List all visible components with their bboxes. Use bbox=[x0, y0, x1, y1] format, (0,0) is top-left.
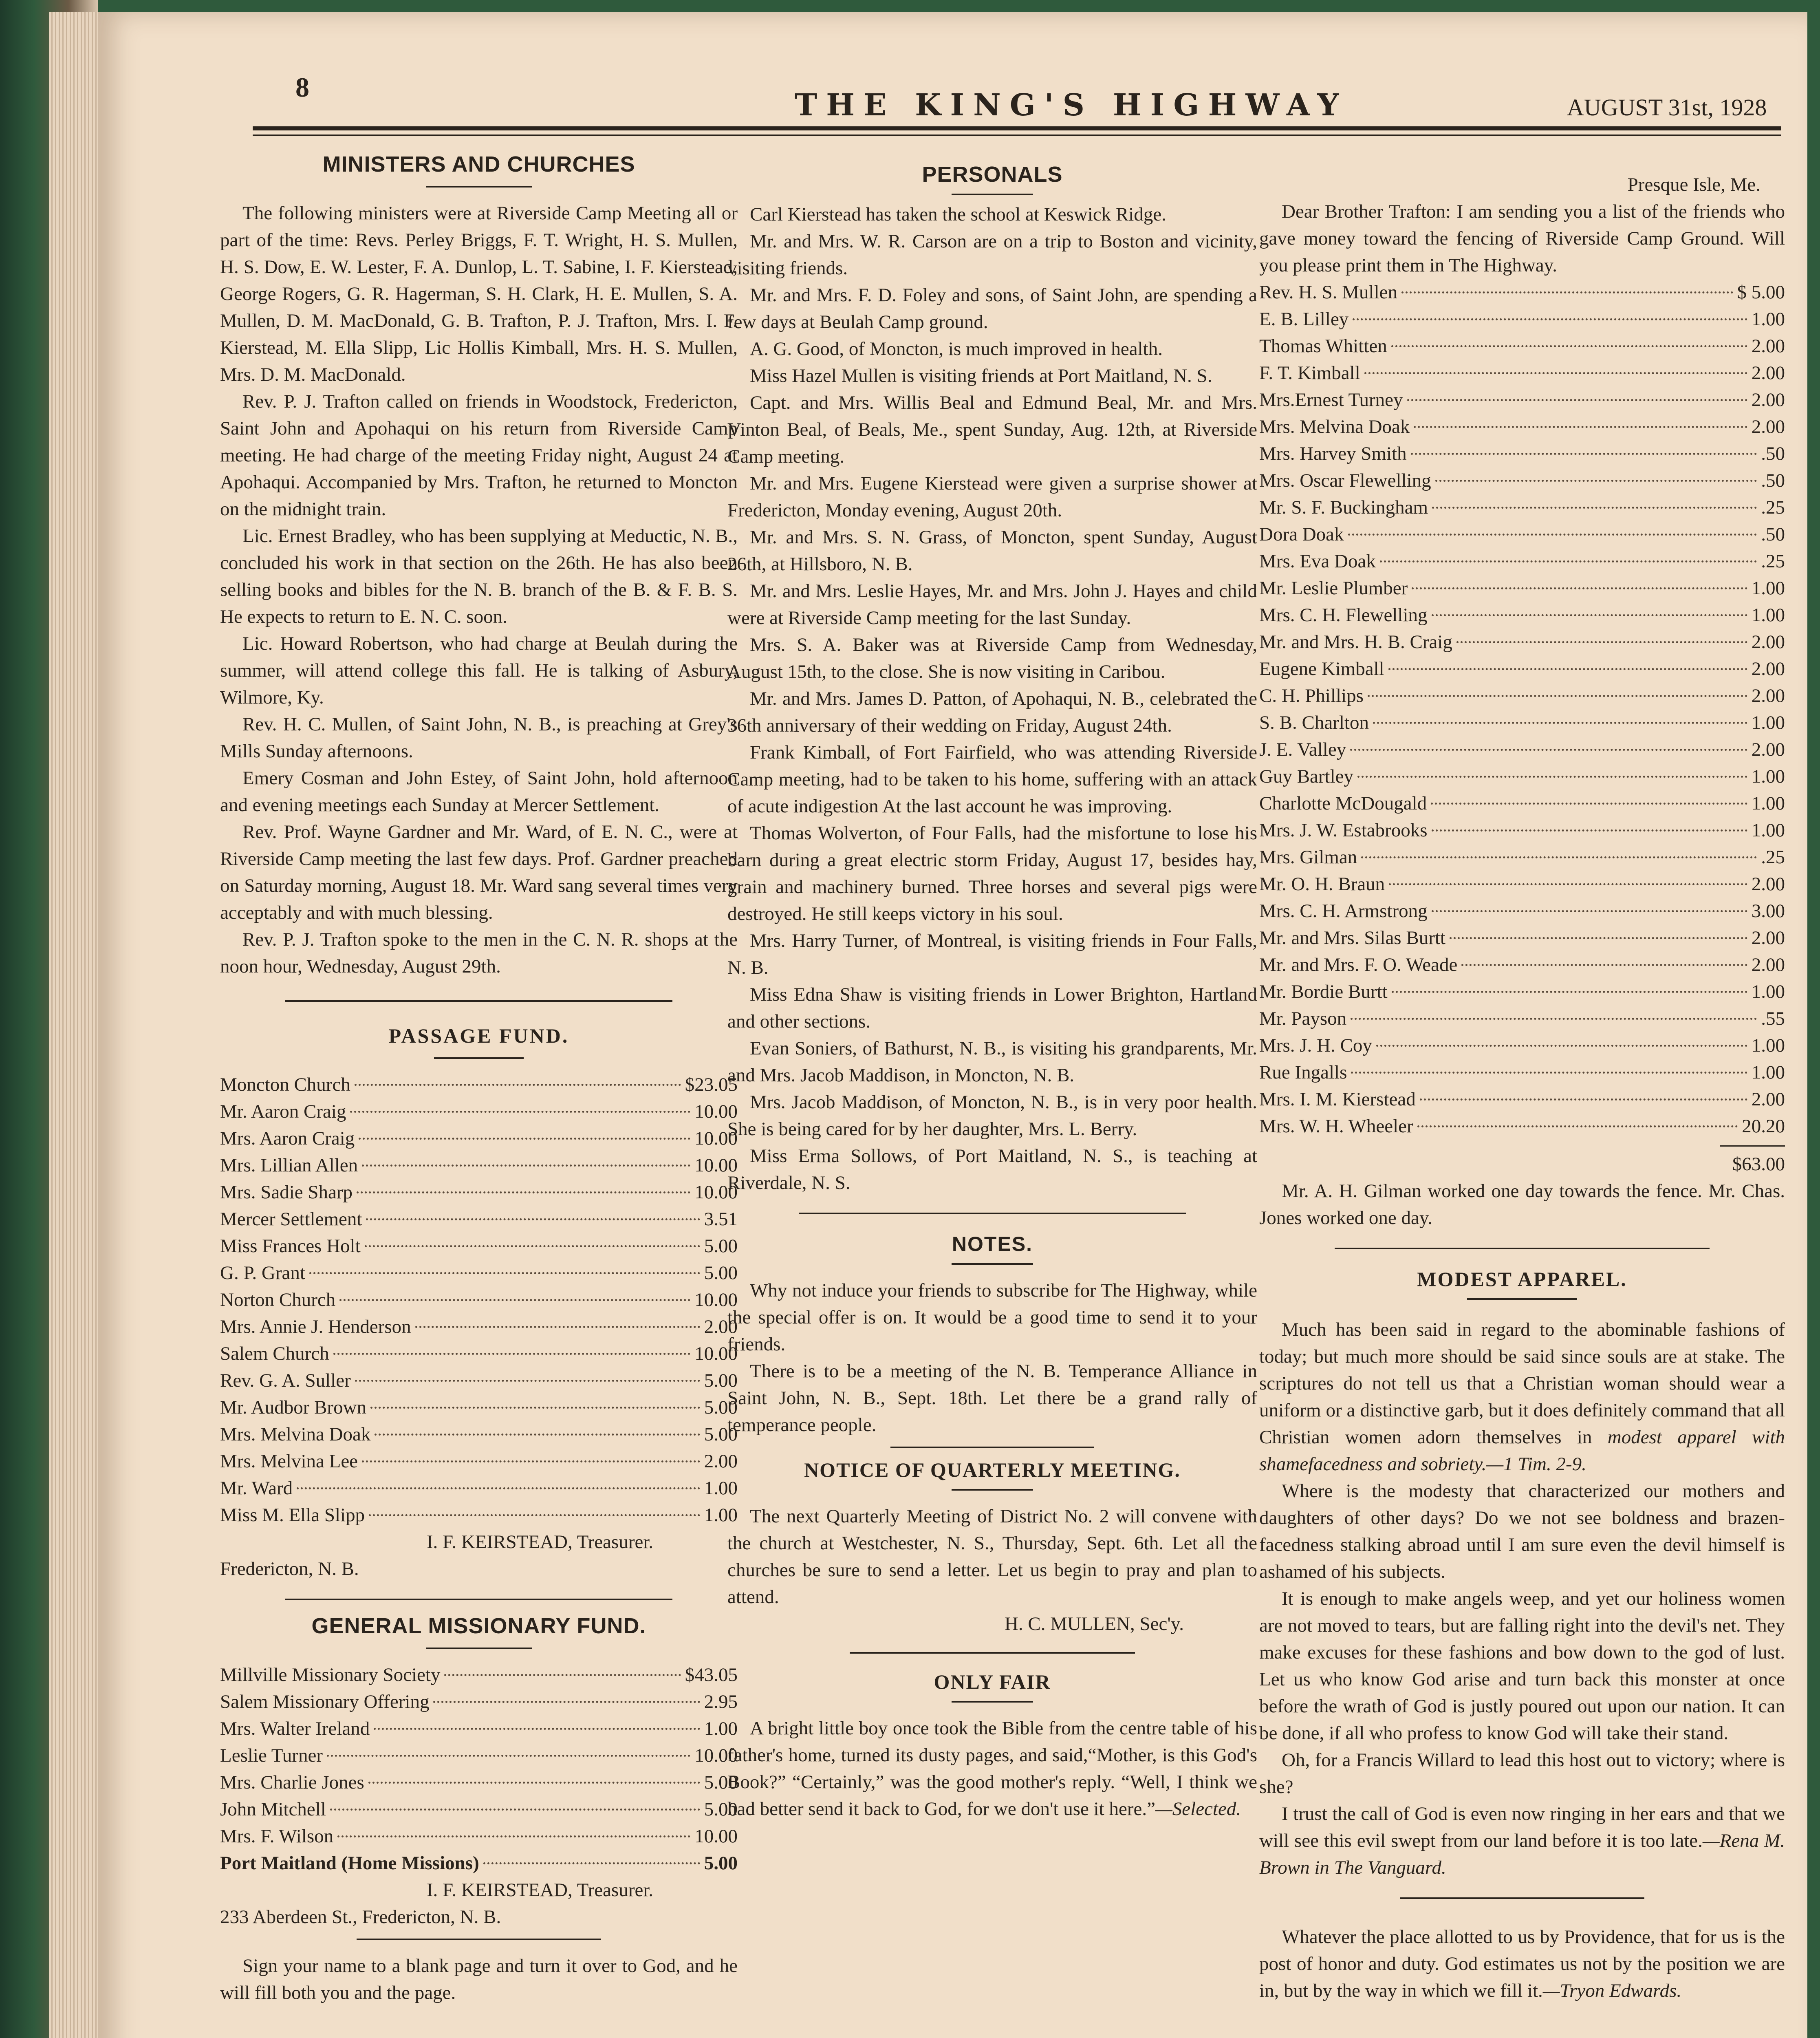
paragraph: Evan Soniers, of Bathurst, N. B., is visiting his grandparents, Mr. and Mrs. Jacob Maddison, in Moncton, N. B. bbox=[727, 1038, 1257, 1086]
paragraph: Mrs. Harry Turner, of Montreal, is visiting friends in Four Falls, N. B. bbox=[727, 930, 1257, 978]
header-rule bbox=[253, 126, 1781, 130]
paragraph: Lic. Ernest Bradley, who has been supplying at Meductic, N. B., concluded his work in that section on the 26th. He has also been selling books and bibles for the N. B. branch of the B. & F. B. S. He expects to return to E. N. C. soon. bbox=[220, 525, 738, 627]
paragraph: Mr. and Mrs. Eugene Kierstead were given a surprise shower at Fredericton, Monday evening, August 20th. bbox=[727, 473, 1257, 521]
divider bbox=[850, 1652, 1135, 1654]
list-item: Mr. and Mrs. F. O. Weade 2.00 bbox=[1259, 954, 1785, 975]
fence-list bbox=[1259, 279, 1785, 1140]
paragraph: Rev. Prof. Wayne Gardner and Mr. Ward, of E. N. C., were at Riverside Camp meeting the last few days. Prof. Gardner preached on Saturday morning, August 18. Mr. Ward sang several times very acceptably and with much blessing. bbox=[220, 821, 738, 923]
list-item: Mrs. J. H. Coy 1.00 bbox=[1259, 1035, 1785, 1056]
list-item: Guy Bartley 1.00 bbox=[1259, 766, 1785, 787]
list-item: Mrs. Melvina Doak 5.00 bbox=[220, 1424, 738, 1445]
notes-title: NOTES. bbox=[952, 1233, 1033, 1255]
list-item: Miss M. Ella Slipp 1.00 bbox=[220, 1504, 738, 1526]
list-item: C. H. Phillips 2.00 bbox=[1259, 685, 1785, 706]
list-item: John Mitchell 5.00 bbox=[220, 1799, 738, 1820]
paragraph: It is enough to make angels weep, and yet our holiness women are not moved to tears, but are falling right into the devil's net. They make excuses for these fashions and bow down to the god of lust. Let us who know God arise and turn back this monster at once before the wrath of God is justly poured out upon our nation. It can be done, if all who profess to know God will take their stand. bbox=[1259, 1588, 1785, 1744]
passage-signature: I. F. KEIRSTEAD, Treasurer. bbox=[426, 1531, 654, 1553]
list-item: Mr. Payson .55 bbox=[1259, 1008, 1785, 1029]
paragraph: Mrs. Jacob Maddison, of Moncton, N. B., is in very poor health. She is being cared for by her daughter, Mrs. L. Berry. bbox=[727, 1092, 1257, 1140]
letter-note: Mr. A. H. Gilman worked one day towards the fence. Mr. Chas. Jones worked one day. bbox=[1259, 1180, 1785, 1229]
list-item: Mrs. J. W. Estabrooks 1.00 bbox=[1259, 820, 1785, 841]
paragraph: Mr. and Mrs. S. N. Grass, of Moncton, spent Sunday, August 26th, at Hillsboro, N. B. bbox=[727, 527, 1257, 575]
list-item: S. B. Charlton 1.00 bbox=[1259, 712, 1785, 733]
list-item: Rev. H. S. Mullen $ 5.00 bbox=[1259, 282, 1785, 303]
letter-intro: Dear Brother Trafton: I am sending you a list of the friends who gave money toward the fencing of Riverside Camp Ground. Will you please print them in The Highway. bbox=[1259, 201, 1785, 276]
list-item: Miss Frances Holt 5.00 bbox=[220, 1235, 738, 1257]
paragraph: Mr. and Mrs. James D. Patton, of Apohaqui, N. B., celebrated the 36th anniversary of their wedding on Friday, August 24th. bbox=[727, 688, 1257, 736]
list-item: Thomas Whitten 2.00 bbox=[1259, 335, 1785, 357]
list-item: Millville Missionary Society $43.05 bbox=[220, 1664, 738, 1685]
divider bbox=[890, 1447, 1094, 1448]
column-1 bbox=[220, 151, 738, 2006]
quarterly-title: NOTICE OF QUARTERLY MEETING. bbox=[804, 1458, 1181, 1481]
paragraph: Lic. Howard Robertson, who had charge at Beulah during the summer, will attend college this fall. He is talking of Asbury, Wilmore, Ky. bbox=[220, 633, 738, 708]
missionary-list bbox=[220, 1661, 738, 1877]
list-item: Leslie Turner 10.00 bbox=[220, 1745, 738, 1766]
divider bbox=[426, 186, 532, 187]
list-item: Eugene Kimball 2.00 bbox=[1259, 658, 1785, 679]
paragraph: There is to be a meeting of the N. B. Temperance Alliance in Saint John, N. B., Sept. 18th. Let there be a grand rally of temperance people. bbox=[727, 1361, 1257, 1436]
divider bbox=[952, 1263, 1033, 1265]
paragraph: Mrs. S. A. Baker was at Riverside Camp from Wednesday, August 15th, to the close. She is now visiting in Caribou. bbox=[727, 634, 1257, 682]
list-item: Norton Church 10.00 bbox=[220, 1289, 738, 1310]
divider bbox=[952, 1489, 1033, 1491]
list-item: Charlotte McDougald 1.00 bbox=[1259, 793, 1785, 814]
divider bbox=[426, 1648, 532, 1649]
list-item: Mercer Settlement 3.51 bbox=[220, 1209, 738, 1230]
list-item: Dora Doak .50 bbox=[1259, 524, 1785, 545]
list-item: Mrs. Aaron Craig 10.00 bbox=[220, 1128, 738, 1149]
divider bbox=[434, 1057, 524, 1059]
divider bbox=[799, 1213, 1186, 1214]
paragraph: I trust the call of God is even now ringing in her ears and that we will see this evil swept from our land before it is too late.—Rena M. Brown in The Vanguard. bbox=[1259, 1803, 1785, 1878]
divider bbox=[285, 1000, 672, 1002]
list-item: Mr. and Mrs. Silas Burtt 2.00 bbox=[1259, 927, 1785, 948]
paragraph: Mr. and Mrs. F. D. Foley and sons, of Saint John, are spending a few days at Beulah Camp ground. bbox=[727, 285, 1257, 333]
list-item: Moncton Church $23.05 bbox=[220, 1074, 738, 1095]
paragraph: Whatever the place allotted to us by Providence, that for us is the post of honor and duty. God estimates us not by the position we are in, but by the way in which we fill it.—Tryon Edwards. bbox=[1259, 1926, 1785, 2001]
list-item: Mrs. Oscar Flewelling .50 bbox=[1259, 470, 1785, 491]
passage-place: Fredericton, N. B. bbox=[220, 1558, 359, 1579]
list-item: Mrs. Charlie Jones 5.00 bbox=[220, 1772, 738, 1793]
list-item: F. T. Kimball 2.00 bbox=[1259, 362, 1785, 384]
missionary-signature: I. F. KEIRSTEAD, Treasurer. bbox=[426, 1879, 654, 1901]
list-item: Mrs. Gilman .25 bbox=[1259, 847, 1785, 868]
missionary-address: 233 Aberdeen St., Fredericton, N. B. bbox=[220, 1906, 501, 1928]
paragraph: Frank Kimball, of Fort Fairfield, who was attending Riverside Camp meeting, had to be taken to his home, suffering with an attack of acute indigestion At the last account he was improving. bbox=[727, 742, 1257, 817]
divider bbox=[952, 1701, 1033, 1703]
quarterly-signature: H. C. MULLEN, Sec'y. bbox=[1004, 1613, 1184, 1634]
list-item: Mrs. F. Wilson 10.00 bbox=[220, 1826, 738, 1847]
list-item: Mrs. Annie J. Henderson 2.00 bbox=[220, 1316, 738, 1337]
list-item: Mr. Audbor Brown 5.00 bbox=[220, 1397, 738, 1418]
list-item: Rue Ingalls 1.00 bbox=[1259, 1062, 1785, 1083]
letter-place: Presque Isle, Me. bbox=[1627, 174, 1761, 195]
onlyfair-title: ONLY FAIR bbox=[934, 1670, 1051, 1693]
fence-total: $63.00 bbox=[1732, 1154, 1785, 1175]
list-item: Mrs. Lillian Allen 10.00 bbox=[220, 1155, 738, 1176]
list-item: Mr. O. H. Braun 2.00 bbox=[1259, 873, 1785, 895]
list-item: Salem Church 10.00 bbox=[220, 1343, 738, 1364]
list-item: Salem Missionary Offering 2.95 bbox=[220, 1691, 738, 1712]
list-item: Mrs. Harvey Smith .50 bbox=[1259, 443, 1785, 464]
list-item: Rev. G. A. Suller 5.00 bbox=[220, 1370, 738, 1391]
list-item: Mrs.Ernest Turney 2.00 bbox=[1259, 389, 1785, 410]
header-rule-thin bbox=[253, 135, 1781, 136]
paragraph: The next Quarterly Meeting of District No. 2 will convene with the church at Westchester, N. S., Thursday, Sept. 6th. Let all the churches be sure to send a letter. Let us begin to pray and plan to attend. bbox=[727, 1506, 1257, 1608]
paragraph: Rev. P. J. Trafton called on friends in Woodstock, Fredericton, Saint John and Apohaqui on his return from Riverside Camp meeting. He had charge of the meeting Friday night, August 24 at Apohaqui. Accompanied by Mrs. Trafton, he returned to Moncton on the midnight train. bbox=[220, 391, 738, 520]
divider bbox=[952, 194, 1033, 195]
paragraph: Carl Kierstead has taken the school at Keswick Ridge. bbox=[750, 204, 1166, 225]
passage-list bbox=[220, 1071, 738, 1528]
ministers-title: MINISTERS AND CHURCHES bbox=[322, 152, 635, 176]
closing-paragraph: Sign your name to a blank page and turn it over to God, and he will fill both you and the page. bbox=[220, 1955, 738, 2003]
list-item: E. B. Lilley 1.00 bbox=[1259, 309, 1785, 330]
passage-title: PASSAGE FUND. bbox=[388, 1024, 569, 1047]
list-item: Mrs. Walter Ireland 1.00 bbox=[220, 1718, 738, 1739]
divider bbox=[285, 1599, 672, 1600]
paragraph: The following ministers were at Riverside Camp Meeting all or part of the time: Revs. Perley Briggs, F. T. Wright, H. S. Mullen, H. S. Dow, E. W. Lester, F. A. Dunlop, L. T. Sabine, I. F. Kierstead, George Rogers, G. R. Hagerman, S. H. Clark, H. E. Mullen, S. A. Mullen, D. M. MacDonald, G. B. Trafton, P. J. Trafton, Mrs. I. F. Kierstead, M. Ella Slipp, Lic Hollis Kimball, Mrs. H. S. Mullen, Mrs. D. M. MacDonald. bbox=[220, 203, 738, 385]
paragraph: Why not induce your friends to subscribe for The Highway, while the special offer is on. It would be a good time to send it to your friends. bbox=[727, 1280, 1257, 1355]
list-item: G. P. Grant 5.00 bbox=[220, 1262, 738, 1284]
total-rule bbox=[1720, 1145, 1785, 1147]
divider bbox=[357, 1939, 601, 1940]
paragraph: Mr. and Mrs. Leslie Hayes, Mr. and Mrs. John J. Hayes and child were at Riverside Camp meeting for the last Sunday. bbox=[727, 580, 1257, 629]
divider bbox=[1335, 1248, 1710, 1249]
list-item: Mrs. I. M. Kierstead 2.00 bbox=[1259, 1089, 1785, 1110]
list-item: Mr. Aaron Craig 10.00 bbox=[220, 1101, 738, 1122]
paragraph: Oh, for a Francis Willard to lead this host out to victory; where is she? bbox=[1259, 1749, 1785, 1798]
paragraph: Rev. H. C. Mullen, of Saint John, N. B., is preaching at Grey's Mills Sunday afternoons. bbox=[220, 714, 738, 762]
paragraph: Where is the modesty that characterized our mothers and daughters of other days? Do we not see boldness and brazen-facedness stalking abroad until I am sure even the devil himself is ashamed of his subjects. bbox=[1259, 1480, 1785, 1582]
divider bbox=[1400, 1897, 1644, 1899]
missionary-title: GENERAL MISSIONARY FUND. bbox=[311, 1614, 646, 1638]
paragraph: Miss Hazel Mullen is visiting friends at Port Maitland, N. S. bbox=[750, 365, 1212, 386]
paragraph: Mr. and Mrs. W. R. Carson are on a trip to Boston and vicinity, visiting friends. bbox=[727, 231, 1257, 279]
paragraph: Miss Edna Shaw is visiting friends in Lower Brighton, Hartland and other sections. bbox=[727, 984, 1257, 1032]
paragraph: Emery Cosman and John Estey, of Saint John, hold afternoon and evening meetings each Sunday at Mercer Settlement. bbox=[220, 768, 738, 816]
paragraph: A. G. Good, of Moncton, is much improved in health. bbox=[750, 338, 1163, 360]
list-item: Mr. Bordie Burtt 1.00 bbox=[1259, 981, 1785, 1002]
paragraph: Miss Erma Sollows, of Port Maitland, N. S., is teaching at Riverdale, N. S. bbox=[727, 1145, 1257, 1193]
paragraph: Capt. and Mrs. Willis Beal and Edmund Beal, Mr. and Mrs. Vinton Beal, of Beals, Me., spent Sunday, Aug. 12th, at Riverside Camp meeting. bbox=[727, 392, 1257, 467]
list-item: Mr. and Mrs. H. B. Craig 2.00 bbox=[1259, 631, 1785, 653]
list-item: Mr. Ward 1.00 bbox=[220, 1478, 738, 1499]
list-item: Mrs. C. H. Armstrong 3.00 bbox=[1259, 900, 1785, 922]
list-item: Mrs. W. H. Wheeler 20.20 bbox=[1259, 1116, 1785, 1137]
list-item: Mrs. Eva Doak .25 bbox=[1259, 551, 1785, 572]
list-item: J. E. Valley 2.00 bbox=[1259, 739, 1785, 760]
list-item: Mrs. Melvina Lee 2.00 bbox=[220, 1451, 738, 1472]
masthead: THE KING'S HIGHWAY bbox=[795, 88, 1348, 123]
personals-title: PERSONALS bbox=[922, 162, 1063, 187]
list-item: Mrs. Sadie Sharp 10.00 bbox=[220, 1182, 738, 1203]
page-number: 8 bbox=[295, 72, 309, 103]
list-item: Mr. S. F. Buckingham .25 bbox=[1259, 497, 1785, 518]
column-2 bbox=[727, 161, 1257, 1822]
modest-title: MODEST APPAREL. bbox=[1417, 1268, 1627, 1290]
paragraph: Thomas Wolverton, of Four Falls, had the misfortune to lose his barn during a great electric storm Friday, August 17, besides hay, grain and machinery burned. Three horses and several pigs were destroyed. He still keeps victory in his soul. bbox=[727, 823, 1257, 924]
paragraph: Much has been said in regard to the abominable fashions of today; but much more should be said since souls are at stake. The scriptures do not tell us that a Christian woman should wear a uniform or a distinctive garb, but it does definitely command that all Christian women adorn themselves in modest apparel with shamefacedness and sobriety.—1 Tim. 2-9. bbox=[1259, 1319, 1785, 1475]
page-edges bbox=[49, 12, 106, 2038]
paragraph: Rev. P. J. Trafton spoke to the men in the C. N. R. shops at the noon hour, Wednesday, August 29th. bbox=[220, 929, 738, 977]
list-item: Mr. Leslie Plumber 1.00 bbox=[1259, 578, 1785, 599]
issue-date: AUGUST 31st, 1928 bbox=[1567, 94, 1767, 121]
column-3 bbox=[1259, 171, 1785, 2004]
list-item: Mrs. C. H. Flewelling 1.00 bbox=[1259, 604, 1785, 626]
list-item: Port Maitland (Home Missions) 5.00 bbox=[220, 1853, 738, 1874]
paragraph: A bright little boy once took the Bible from the centre table of his father's home, turned its dusty pages, and said,“Mother, is this God's Book?” “Certainly,” was the good mother's reply. “Well, I think we had better send it back to God, for we don't use it here.”—Selected. bbox=[727, 1718, 1257, 1820]
list-item: Mrs. Melvina Doak 2.00 bbox=[1259, 416, 1785, 437]
divider bbox=[1467, 1298, 1577, 1300]
